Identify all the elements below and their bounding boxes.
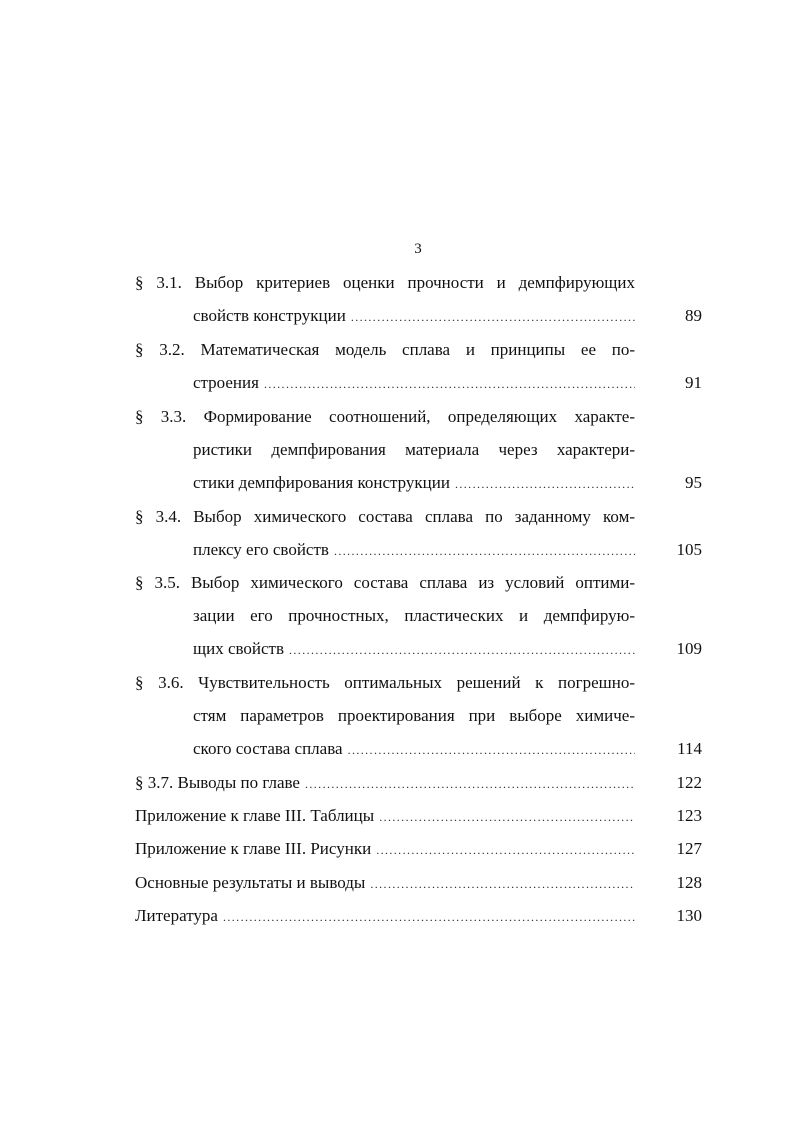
toc-entry-3-5-line-1: § 3.5. Выбор химического состава сплава из условий оптими- [135,573,635,592]
toc-entry-3-6-title-end: ского состава сплава [193,739,343,758]
toc-entry-3-6-line-1: § 3.6. Чувствительность оптимальных решений к погрешно- [135,673,635,692]
dot-leader [223,906,635,928]
toc-entry-appendix-tables [135,805,635,827]
toc-entry-3-7 [135,772,635,794]
toc-entry-appendix-figures-page: 127 [676,839,702,858]
toc-entry-main-results [135,872,635,894]
toc-entry-3-5-line-3 [193,638,635,660]
toc-entry-3-2-title-end: строения [193,373,259,392]
toc-entry-3-4-page: 105 [676,540,702,559]
toc-entry-main-results-page: 128 [676,873,702,892]
toc-entry-3-5-page: 109 [676,639,702,658]
toc-entry-3-2-line-1: § 3.2. Математическая модель сплава и принципы ее по- [135,340,635,359]
dot-leader [334,540,635,562]
toc-entry-3-3-line-2: ристики демпфирования материала через характери- [193,440,635,459]
toc-entry-3-3-title-end: стики демпфирования конструкции [193,473,450,492]
dot-leader [376,839,635,861]
toc-entry-3-3-line-1: § 3.3. Формирование соотношений, определяющих характе- [135,407,635,426]
page-number: 3 [414,241,422,257]
dot-leader [370,873,635,895]
toc-entry-3-5-line-2: зации его прочностных, пластических и демпфирую- [193,606,635,625]
dot-leader [379,806,635,828]
dot-leader [455,473,635,495]
toc-entry-3-3-line-3 [193,472,635,494]
toc-entry-3-6-line-3 [193,738,635,760]
toc-entry-3-1-page: 89 [685,306,702,325]
toc-entry-appendix-figures [135,838,635,860]
dot-leader [289,639,635,661]
toc-entry-appendix-tables-title: Приложение к главе III. Таблицы [135,806,375,825]
dot-leader [351,306,635,328]
toc-entry-3-1-line-1: § 3.1. Выбор критериев оценки прочности и демпфирующих [135,273,635,292]
toc-entry-3-1-line-2 [193,305,635,327]
toc-entry-3-5-title-end: щих свойств [193,639,284,658]
dot-leader [348,739,635,761]
dot-leader [264,373,635,395]
toc-entry-3-4-line-2 [193,539,635,561]
toc-entry-literature-page: 130 [676,906,702,925]
toc-entry-3-2-page: 91 [685,373,702,392]
dot-leader [305,773,635,795]
toc-entry-3-4-line-1: § 3.4. Выбор химического состава сплава по заданному ком- [135,507,635,526]
toc-entry-3-1-title-end: свойств конструкции [193,306,346,325]
toc-entry-literature-title: Литература [135,906,218,925]
toc-entry-3-3-page: 95 [685,473,702,492]
toc-entry-3-7-title: § 3.7. Выводы по главе [135,773,300,792]
toc-entry-3-6-line-2: стям параметров проектирования при выборе химиче- [193,706,635,725]
toc-entry-main-results-title: Основные результаты и выводы [135,873,366,892]
toc-entry-3-2-line-2 [193,372,635,394]
toc-entry-3-4-title-end: плексу его свойств [193,540,329,559]
toc-entry-literature [135,905,635,927]
toc-entry-3-6-page: 114 [677,739,702,758]
toc-entry-3-7-page: 122 [676,773,702,792]
toc-entry-appendix-tables-page: 123 [676,806,702,825]
toc-entry-appendix-figures-title: Приложение к главе III. Рисунки [135,839,372,858]
